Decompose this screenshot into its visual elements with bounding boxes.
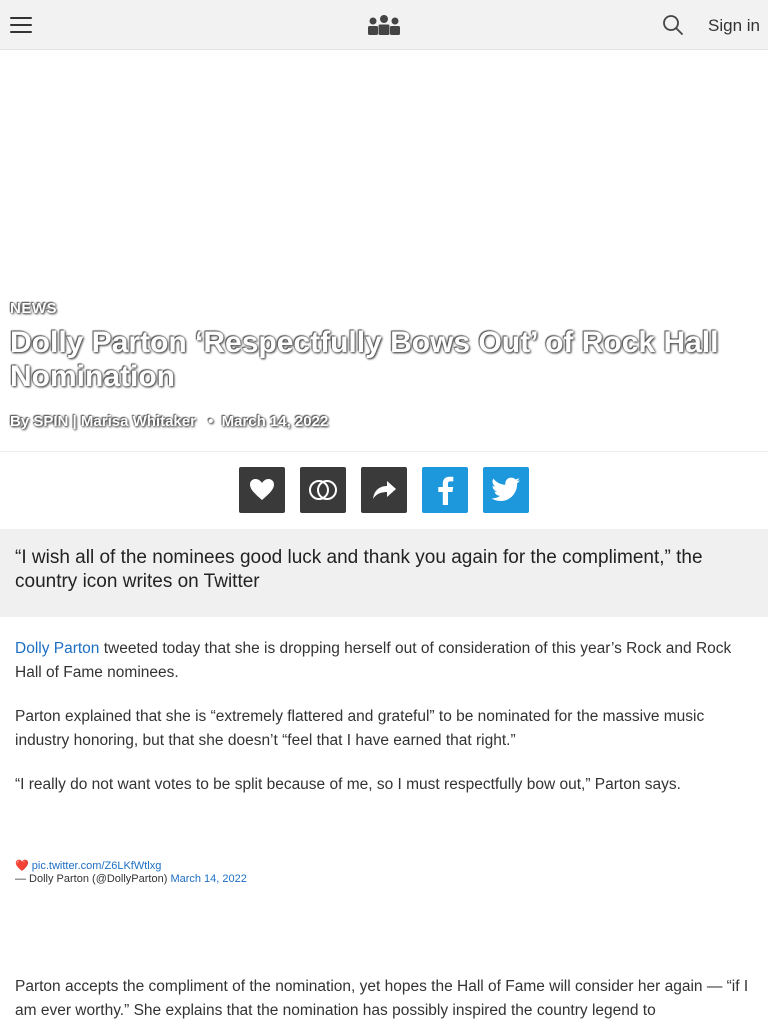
share-button[interactable] — [361, 467, 407, 513]
paragraph-1-text: tweeted today that she is dropping herself out of consideration of this year’s Rock and Rock Hall of Fame nominees. — [15, 640, 732, 681]
twitter-share-button[interactable] — [483, 467, 529, 513]
category-kicker[interactable]: NEWS — [10, 300, 57, 317]
hamburger-menu-icon[interactable] — [10, 14, 32, 36]
twitter-icon — [491, 477, 521, 503]
heart-emoji-icon: ❤️ — [15, 860, 29, 872]
search-icon[interactable] — [661, 13, 685, 37]
author-link[interactable]: SPIN | Marisa Whitaker — [33, 413, 196, 430]
paragraph-2: Parton explained that she is “extremely flattered and grateful” to be nominated for the massive music industry honoring, but that she doesn’t “feel that I have earned that right.” — [15, 708, 705, 749]
embedded-tweet — [15, 860, 247, 886]
paragraph-1 — [15, 637, 755, 685]
publish-date: March 14, 2022 — [221, 413, 329, 430]
facebook-icon — [435, 475, 455, 505]
share-toolbar — [0, 451, 768, 529]
tweet-attribution: — Dolly Parton (@DollyParton) — [15, 873, 171, 885]
tweet-date-link[interactable]: March 14, 2022 — [170, 873, 247, 885]
heart-icon — [249, 478, 275, 502]
comment-button[interactable] — [300, 467, 346, 513]
byline-prefix: By — [10, 413, 30, 430]
facebook-share-button[interactable] — [422, 467, 468, 513]
top-nav-bar — [0, 0, 768, 50]
like-button[interactable] — [239, 467, 285, 513]
comment-icon — [308, 479, 338, 501]
tweet-pic-link[interactable]: pic.twitter.com/Z6LKfWtlxg — [31, 860, 162, 872]
share-icon — [370, 478, 398, 502]
byline-separator: • — [208, 413, 214, 430]
article-body — [15, 637, 755, 817]
article-headline: Dolly Parton ‘Respectfully Bows Out’ of Rock Hall Nomination — [10, 326, 719, 393]
byline — [10, 413, 765, 430]
paragraph-4: Parton accepts the compliment of the nomination, yet hopes the Hall of Fame will consider her again — “if I am ever worthy.” She explains that the nomination has possibly inspired the country legend to — [15, 978, 749, 1019]
site-logo[interactable] — [366, 13, 402, 37]
paragraph-3: “I really do not want votes to be split because of me, so I must respectfully bow out,” Parton says. — [15, 776, 681, 793]
sign-in-link[interactable]: Sign in — [708, 16, 760, 35]
dolly-parton-link[interactable]: Dolly Parton — [15, 640, 100, 657]
article-dek: “I wish all of the nominees good luck and thank you again for the compliment,” the country icon writes on Twitter — [0, 529, 768, 617]
